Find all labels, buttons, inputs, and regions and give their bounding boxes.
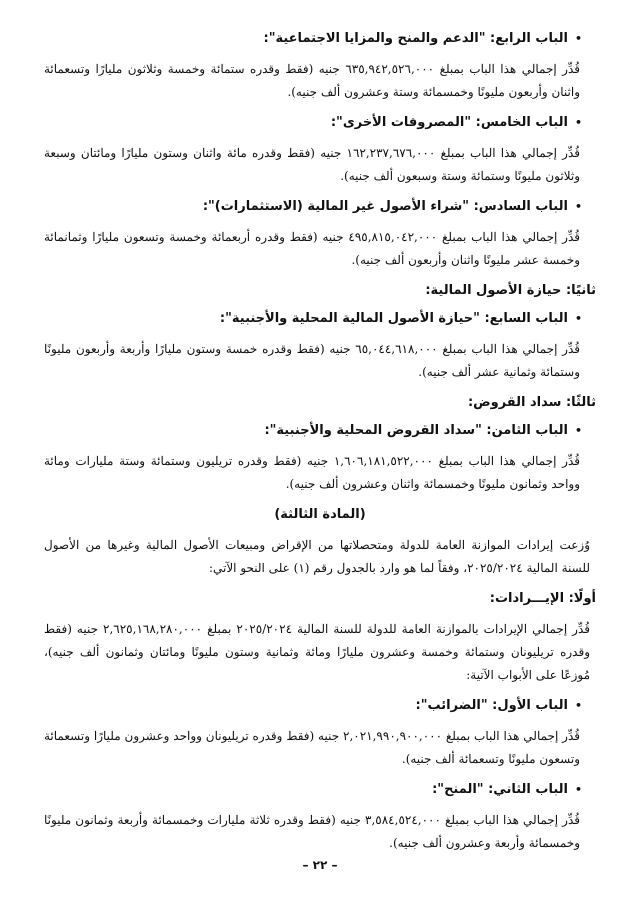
bullet-icon: • [574, 699, 582, 712]
revenues-paragraph: قُدِّر إجمالي الإيرادات بالموازنة العامة للدولة للسنة المالية ٢٠٢٥/٢٠٢٤ بمبلغ ٢,٦٢٥,١٦٨,٢٨٠,٠٠٠ جنيه (فقط وقدره تريليونان وستمائة وخمسة وعشرون مليارًا ومائة وثمانية وستون مليونًا ومائتان وثمانون ألف جنيه)، مُوزعًا على الأبواب الآتية: [44, 622, 591, 682]
chapter-4-heading: •الباب الرابع: "الدعم والمنح والمزايا الاجتماعية": [263, 31, 582, 46]
section-first-revenues-heading: أولًا: الإيـــرادات: [489, 591, 596, 606]
section-third-heading: ثالثًا: سداد القروض: [467, 395, 596, 410]
page-number: – ٢٢ – [302, 858, 338, 872]
bullet-icon: • [574, 32, 582, 45]
article-three-heading: (المادة الثالثة) [274, 507, 366, 522]
chapter-5-heading: •الباب الخامس: "المصروفات الأخرى": [330, 115, 582, 130]
chapter-8-paragraph: قُدِّر إجمالي هذا الباب بمبلغ ١,٦٠٦,١٨١,٥٢٢,٠٠٠ جنيه (فقط وقدره تريليون وستمائة وستة مليارات ومائة وواحد وثمانون مليونًا وخمسمائة واثنان وعشرون ألف جنيه). [44, 454, 580, 491]
revenue-chapter-2-heading: •الباب الثاني: "المنح": [432, 782, 582, 797]
chapter-7-paragraph: قُدِّر إجمالي هذا الباب بمبلغ ٦٥,٠٤٤,٦١٨,٠٠٠ جنيه (فقط وقدره خمسة وستون مليارًا وأربعة وأربعون مليونًا وستمائة وثمانية عشر ألف جنيه). [44, 342, 580, 379]
chapter-8-heading: •الباب الثامن: "سداد القروض المحلية والأجنبية": [264, 423, 582, 438]
revenue-chapter-1-heading: •الباب الأول: "الضرائب": [415, 698, 582, 713]
chapter-6-heading: •الباب السادس: "شراء الأصول غير المالية (الاستثمارات)": [202, 199, 582, 214]
bullet-icon: • [574, 424, 582, 437]
bullet-icon: • [574, 312, 582, 325]
article-three-paragraph: وُزعت إيرادات الموازنة العامة للدولة ومتحصلاتها من الإقراض ومبيعات الأصول المالية وغيرها من الأصول للسنة المالية ٢٠٢٥/٢٠٢٤، وفقاً لما هو وارد بالجدول رقم (١) على النحو الآتي: [44, 538, 590, 575]
chapter-5-paragraph: قُدِّر إجمالي هذا الباب بمبلغ ١٦٢,٢٣٧,٦٧٦,٠٠٠ جنيه (فقط وقدره مائة واثنان وستون مليارًا ومائتان وسبعة وثلاثون مليونًا وستمائة وستة وسبعون ألف جنيه). [44, 146, 580, 183]
chapter-4-paragraph: قُدِّر إجمالي هذا الباب بمبلغ ٦٣٥,٩٤٢,٥٢٦,٠٠٠ جنيه (فقط وقدره ستمائة وخمسة وثلاثون مليارًا وتسعمائة واثنان وأربعون مليونًا وخمسمائة وستة وعشرون ألف جنيه). [44, 62, 580, 99]
bullet-icon: • [574, 200, 582, 213]
bullet-icon: • [574, 783, 582, 796]
chapter-7-heading: •الباب السابع: "حيازة الأصول المالية المحلية والأجنبية": [219, 311, 582, 326]
section-second-heading: ثانيًا: حيازة الأصول المالية: [425, 283, 596, 298]
revenue-chapter-2-paragraph: قُدِّر إجمالي هذا الباب بمبلغ ٣,٥٨٤,٥٢٤,٠٠٠ جنيه (فقط وقدره ثلاثة مليارات وخمسمائة وأربعة وثمانون مليونًا وخمسمائة وأربعة وعشرون ألف جنيه). [44, 813, 580, 850]
revenue-chapter-1-paragraph: قُدِّر إجمالي هذا الباب بمبلغ ٢,٠٢١,٩٩٠,٩٠٠,٠٠٠ جنيه (فقط وقدره تريليونان وواحد وعشرون مليارًا وتسعمائة وتسعون مليونًا وتسعمائة ألف جنيه). [44, 729, 580, 766]
chapter-6-paragraph: قُدِّر إجمالي هذا الباب بمبلغ ٤٩٥,٨١٥,٠٤٢,٠٠٠ جنيه (فقط وقدره أربعمائة وخمسة وتسعون مليارًا وثمانمائة وخمسة عشر مليونًا واثنان وأربعون ألف جنيه). [44, 230, 580, 267]
bullet-icon: • [574, 116, 582, 129]
